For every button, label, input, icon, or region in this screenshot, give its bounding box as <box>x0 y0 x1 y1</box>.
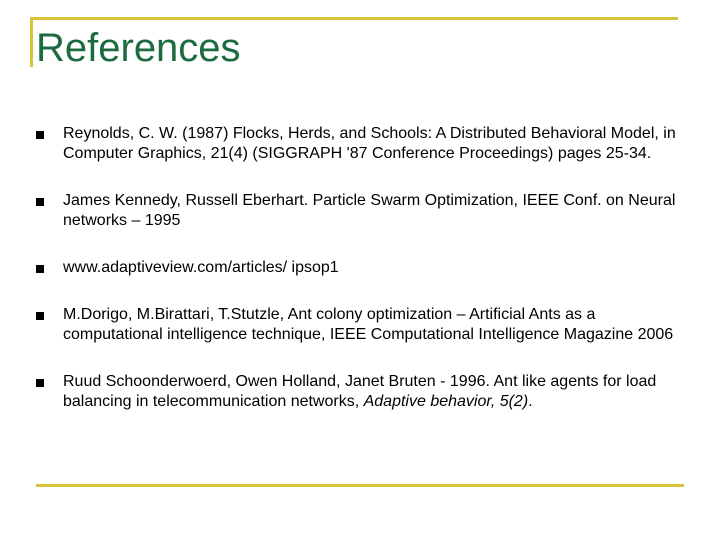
reference-text-3: www.adaptiveview.com/articles/ ipsop1 <box>63 259 339 276</box>
square-bullet-icon <box>36 265 44 273</box>
reference-text-1: Reynolds, C. W. (1987) Flocks, Herds, and Schools: A Distributed Behavioral Model, in Computer Graphics, 21(4) (SIGGRAPH '87 Conference Proceedings) pages 25-34. <box>63 125 676 162</box>
frame-left-line <box>30 17 33 67</box>
frame-top-line <box>30 17 678 20</box>
reference-text-2: James Kennedy, Russell Eberhart. Particle Swarm Optimization, IEEE Conf. on Neural networks – 1995 <box>63 192 676 229</box>
square-bullet-icon <box>36 312 44 320</box>
reference-list <box>36 124 686 412</box>
reference-item-2 <box>36 191 686 231</box>
reference-text-5-main: Ruud Schoonderwoerd, Owen Holland, Janet Bruten - 1996. Ant like agents for load balancing in telecommunication networks, <box>63 373 657 410</box>
square-bullet-icon <box>36 379 44 387</box>
square-bullet-icon <box>36 198 44 206</box>
reference-item-5 <box>36 372 686 412</box>
reference-item-3 <box>36 258 686 278</box>
reference-item-1 <box>36 124 686 164</box>
reference-text-4: M.Dorigo, M.Birattari, T.Stutzle, Ant colony optimization – Artificial Ants as a computational intelligence technique, IEEE Computational Intelligence Magazine 2006 <box>63 306 674 343</box>
reference-text-5-end: . <box>528 393 533 410</box>
slide-title: References <box>36 26 241 70</box>
reference-text-5-journal: Adaptive behavior, 5(2) <box>363 393 529 410</box>
reference-item-4 <box>36 305 686 345</box>
footer-line <box>36 484 684 487</box>
square-bullet-icon <box>36 131 44 139</box>
reference-text-5 <box>63 373 656 410</box>
